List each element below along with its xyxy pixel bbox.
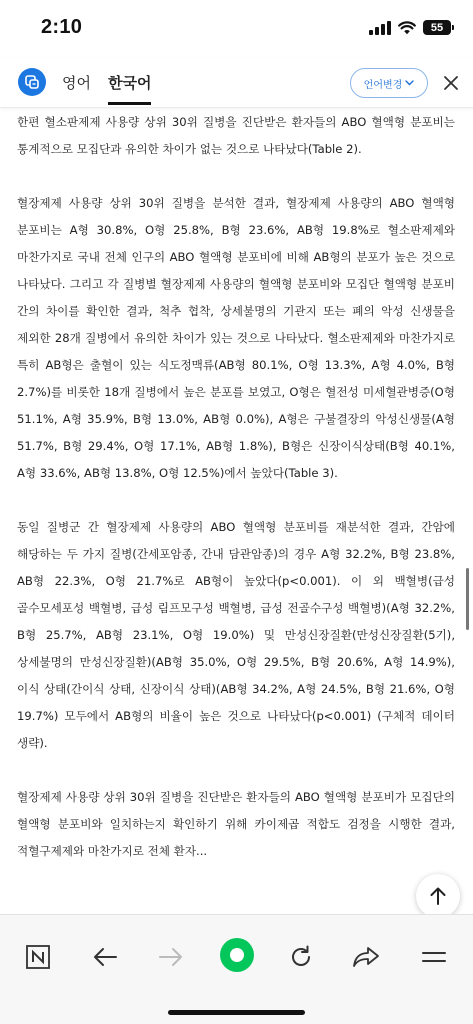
arrow-up-icon <box>429 886 447 906</box>
chevron-down-icon <box>405 80 414 86</box>
status-time: 2:10 <box>41 16 83 38</box>
arrow-right-icon <box>158 946 184 968</box>
language-change-label: 언어변경 <box>363 79 403 91</box>
home-indicator <box>168 1010 305 1015</box>
hamburger-menu-icon <box>421 947 447 967</box>
status-bar <box>0 0 473 58</box>
article-content <box>0 108 473 900</box>
cellular-signal-icon <box>369 21 391 35</box>
green-dot-button[interactable] <box>219 937 255 973</box>
language-change-button[interactable] <box>350 68 428 98</box>
translate-logo-icon <box>18 68 46 96</box>
share-button[interactable] <box>350 941 382 973</box>
scroll-indicator[interactable] <box>466 568 469 630</box>
forward-button[interactable] <box>155 941 187 973</box>
article-paragraph: 혈장제제 사용량 상위 30위 질병을 분석한 결과, 혈장제제 사용량의 ABO 혈액형 분포비는 A형 30.8%, O형 25.8%, B형 23.6%, AB형 19.8%로 혈소판제제와 마찬가지로 국내 전체 인구의 ABO 혈액형 분포비에 비해 AB형의 분포가 높은 것으로 나타났다. 그리고 각 질병별 혈장제제 사용량의 혈액형 분포비와 모집단 혈액형 분포비 간의 차이를 확인한 결과, 척추 협착, 상세불명의 기관지 또는 폐의 악성 신생물을 제외한 28개 질병에서 유의한 차이가 있는 것으로 나타났다. 혈소판제제와 마찬가지로 특히 AB형은 출혈이 있는 식도정맥류(AB형 80.1%, O형 13.3%, A형 4.0%, B형 2.7%)를 비롯한 18개 질병에서 높은 분포를 보였고, O형은 혈전성 미세혈관병증(O형 51.1%, A형 35.9%, B형 13.0%, AB형 0.0%), A형은 구불결장의 악성신생물(A형 51.7%, B형 29.4%, O형 17.1%, AB형 1.8%), B형은 신장이식상태(B형 40.1%, A형 33.6%, AB형 13.8%, O형 12.5%)에서 높았다(Table 3). <box>17 196 455 480</box>
status-icons <box>369 20 451 35</box>
back-button[interactable] <box>89 941 121 973</box>
reload-button[interactable] <box>285 941 317 973</box>
browser-toolbar <box>0 914 473 1024</box>
green-dot-icon <box>219 937 255 973</box>
share-icon <box>352 945 380 969</box>
naver-home-button[interactable] <box>22 941 54 973</box>
arrow-left-icon <box>92 946 118 968</box>
article-paragraph: 한편 혈소판제제 사용량 상위 30위 질병을 진단받은 환자들의 ABO 혈액형 분포비는 통계적으로 모집단과 유의한 차이가 없는 것으로 나타났다(Table 2). <box>17 115 455 156</box>
menu-button[interactable] <box>418 941 450 973</box>
battery-icon <box>423 20 451 35</box>
scroll-to-top-button[interactable] <box>416 874 460 918</box>
close-icon[interactable] <box>440 72 462 94</box>
article-paragraph: 동일 질병군 간 혈장제제 사용량의 ABO 혈액형 분포비를 재분석한 결과, 간암에 해당하는 두 가지 질병(간세포암종, 간내 담관암종)의 경우 A형 32.2%, B형 23.8%, AB형 22.3%, O형 21.7%로 AB형이 높았다(p<0.001). 이 외 백혈병(급성 골수모세포성 백혈병, 급성 림프모구성 백혈병, 급성 전골수구성 백혈병)(A형 32.2%, B형 25.7%, AB형 23.1%, O형 19.0%) 및 만성신장질환(만성신장질환(5기), 상세불명의 만성신장질환)(AB형 35.0%, O형 29.5%, B형 20.6%, A형 14.9%), 이식 상태(간이식 상태, 신장이식 상태)(AB형 34.2%, A형 24.5%, B형 21.6%, O형 19.7%) 모두에서 AB형의 비율이 높은 것으로 나타났다(p<0.001) (구체적 데이터 생략). <box>17 520 455 750</box>
reload-icon <box>288 944 314 970</box>
article-paragraph: 혈장제제 사용량 상위 30위 질병을 진단받은 환자들의 ABO 혈액형 분포비가 모집단의 혈액형 분포비와 일치하는지 확인하기 위해 카이제곱 적합도 검정을 시행한 결과, 적혈구제제와 마찬가지로 전체 환자... <box>17 790 455 858</box>
naver-n-icon <box>25 944 51 970</box>
tab-english[interactable]: 영어 <box>62 75 91 92</box>
wifi-icon <box>398 21 416 35</box>
tab-korean[interactable]: 한국어 <box>108 72 151 93</box>
battery-level: 55 <box>430 21 444 34</box>
translate-bar <box>0 58 473 108</box>
